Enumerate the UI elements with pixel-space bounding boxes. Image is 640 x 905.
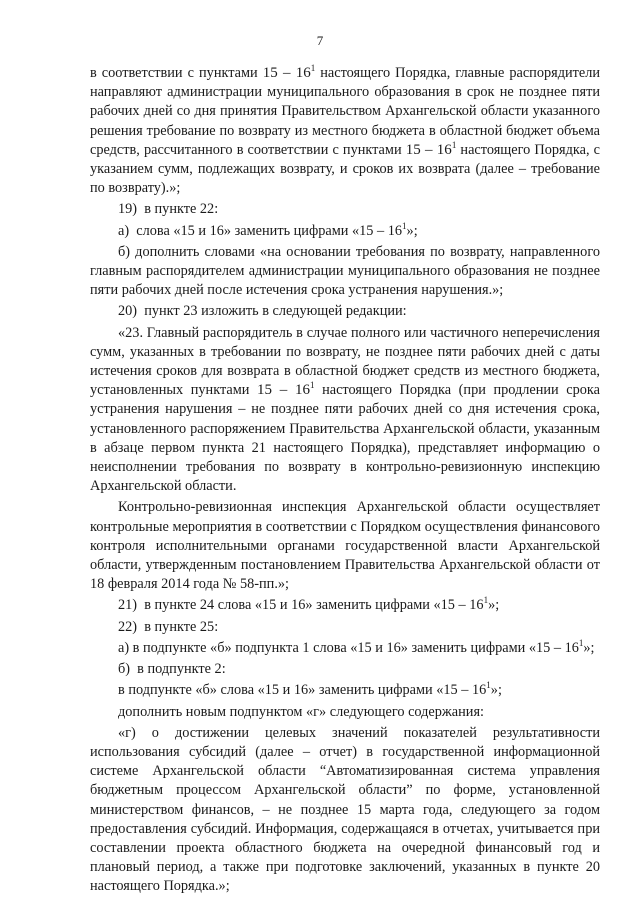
paragraph-8: 21) в пункте 24 слова «15 и 16» заменить цифрами «$15 - 16^1$»; bbox=[118, 595, 500, 614]
paragraph-3: а) слова «15 и 16» заменить цифрами «$15 - 16^1$»; bbox=[118, 220, 418, 239]
document-body bbox=[90, 64, 600, 897]
paragraph-4: б) дополнить словами «на основании требования по возврату, направленного главным распорядителем администрации муниципального образования не позднее пяти рабочих дней после истечения срока устранения нарушения.»; bbox=[90, 243, 600, 299]
paragraph-1: в соответствии с пунктами $15 - 16^1$ настоящего Порядка, главные распорядители направляют администрации муниципального образования в срок не позднее пяти рабочих дней со дня принятия Правительством Архангельской области указанного решения требование по возврату из местного бюджета в областной бюджет объема средств, рассчитанного в соответствии с пунктами $15 - 16^1$ настоящего Порядка, с указанием сумм, подлежащих возврату, и сроков их возврата (далее – требование по возврату).»; bbox=[90, 63, 601, 197]
paragraph-13: дополнить новым подпунктом «г» следующего содержания: bbox=[118, 703, 485, 720]
paragraph-2: 19) в пункте 22: bbox=[118, 201, 219, 218]
paragraph-11: б) в подпункте 2: bbox=[118, 661, 226, 678]
paragraph-7: Контрольно-ревизионная инспекция Архангельской области осуществляет контрольные мероприятия в соответствии с Порядком осуществления финансового контроля исполнительными органами государственной власти Архангельской области, утвержденным постановлением Правительства Архангельской области от 18 февраля 2014 года № 58-пп.»; bbox=[90, 499, 600, 593]
paragraph-5: 20) пункт 23 изложить в следующей редакции: bbox=[118, 303, 407, 320]
page-number: 7 bbox=[316, 33, 324, 48]
paragraph-9: 22) в пункте 25: bbox=[118, 618, 219, 635]
paragraph-14: «г) о достижении целевых значений показателей результативности использования субсидий (далее – отчет) в государственной информационной системе Архангельской области “Автоматизированная система управления бюджетным процессом Архангельской области” по форме, установленной министерством финансов, – не позднее 15 марта года, следующего за годом предоставления субсидий. Информация, содержащаяся в отчетах, учитывается при составлении проекта областного бюджета на очередной финансовый год и плановый период, а также при подготовке заключений, указанных в пункте 20 настоящего Порядка.»; bbox=[90, 724, 600, 895]
paragraph-12: в подпункте «б» слова «15 и 16» заменить цифрами «$15 - 16^1$»; bbox=[118, 680, 502, 699]
paragraph-10: а) в подпункте «б» подпункта 1 слова «15 и 16» заменить цифрами «$15 - 16^1$»; bbox=[118, 638, 595, 656]
paragraph-6: «23. Главный распорядитель в случае полного или частичного неперечисления сумм, указанных в требовании по возврату, не позднее пяти рабочих дней с даты истечения сроков для возврата в областной бюджет средств из местного бюджета, установленных пунктами $15 - 16^1$ настоящего Порядка (при продлении срока устранения нарушения – не позднее пяти рабочих дней со дня истечения срока, установленного распоряжением Правительства Архангельской области, указанным в абзаце первом пункта 21 настоящего Порядка), представляет информацию о неисполнении требования по возврату в контрольно-ревизионную инспекцию Архангельской области. bbox=[90, 324, 600, 495]
